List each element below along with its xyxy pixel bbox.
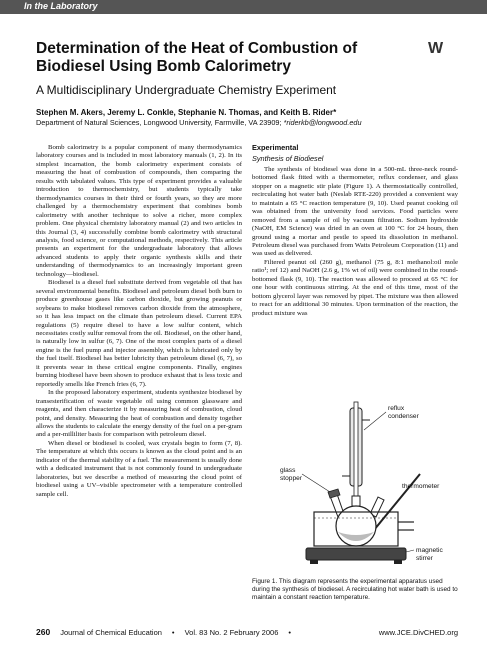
right-column [252, 144, 458, 318]
paragraph: Filtered peanut oil (260 g), methanol (75 g, 8:1 methanol:oil mole ratio¹; ref 12) and NaOH (2.6 g, 1% wt of oil) were combined in the round-bottomed flask (9, 10). The reaction was allowed to proceed at 65 °C for one hour with continuous stirring. At the end of this time, most of the bottom glycerol layer was removed by pipet. The mixture was then allowed to react for an additional 30 minutes. Upon termination of the reaction, the product mixture was [252, 258, 458, 317]
journal-url[interactable]: www.JCE.DivCHED.org [378, 628, 458, 637]
paragraph: Bomb calorimetry is a popular component of many thermodynamics laboratory courses and is included in most laboratory manuals (1, 2). In its simplest incarnation, the bomb calorimetry experiment consists of measuring the heat of combustion of compounds, then comparing the results with tabulated values. This type of experiment provides a valuable introduction to thermochemistry, but students typically take thermodynamics courses in their third or fourth years, so they are more challenged by a thermochemistry experiment that combines bomb calorimetry with another technique to solve a richer, more complex problem. One physical chemistry laboratory manual (2) and two articles in this Journal (3, 4) successfully combine bomb calorimetry with structural analysis, food science, or computational methods, respectively. This article presents an experiment for the undergraduate laboratory that allows advanced students to apply their organic synthesis skills and their understanding of thermodynamics to an increasingly important green technology—biodiesel. [36, 144, 242, 278]
paragraph: The synthesis of biodiesel was done in a 500-mL three-neck round-bottomed flask fitted with a thermometer, reflux condenser, and glass stopper on a magnetic stir plate (Figure 1). A thermostatically controlled, recirculating hot water bath (Neslab RTE-220) provided a convenient way to maintain a 65 °C reaction temperature (9, 10). Used peanut cooking oil was obtained from the university food services. Food particles were removed from a sample of oil by vacuum filtration. Sodium hydroxide (NaOH, EM Science) was dried in an oven at 100 °C for 24 hours, then ground using a mortar and pestle to speed its dissolution in methanol. Petroleum diesel was purchased from Watts Petroleum Corporation (11) and was used as delivered. [252, 165, 458, 258]
authors: Stephen M. Akers, Jeremy L. Conkle, Stephanie N. Thomas, and Keith B. Rider* [36, 108, 337, 117]
subsection-heading: Synthesis of Biodiesel [252, 154, 324, 164]
condenser-inner [354, 402, 358, 496]
label-glass-stopper: glass stopper [280, 467, 302, 482]
page-number: 260 [36, 627, 51, 637]
footer-bullet: • [171, 628, 175, 637]
affiliation-text: Department of Natural Sciences, Longwood University, Farmville, VA 23909; [36, 118, 284, 127]
web-supplement-badge: W [428, 40, 444, 57]
paragraph: When diesel or biodiesel is cooled, wax crystals begin to form (7, 8). The temperature at which this occurs is known as the cloud point and is an indicator of the thermal stability of a fuel. The measurement is usually done with a dedicated instrument that is not commonly found in undergraduate laboratories, but we describe a method of measuring the cloud point of biodiesel using a UV–visible spectrometer with a temperature controlled sample cell. [36, 439, 242, 498]
section-bar [0, 0, 487, 14]
affiliation [36, 118, 362, 127]
section-heading: Experimental [252, 143, 299, 152]
article-title: Determination of the Heat of Combustion of Biodiesel Using Bomb Calorimetry [36, 40, 358, 75]
volume-info: Vol. 83 No. 2 February 2006 [184, 628, 279, 637]
label-magnetic-stirrer: magnetic stirrer [416, 547, 443, 562]
label-thermometer: thermometer [402, 483, 440, 490]
email-link[interactable]: *riderkb@longwood.edu [283, 118, 362, 127]
page-footer [36, 627, 458, 637]
article-subtitle: A Multidisciplinary Undergraduate Chemistry Experiment [36, 83, 337, 97]
left-column [36, 144, 242, 499]
section-label: In the Laboratory [24, 1, 98, 11]
figure-1-apparatus [252, 400, 458, 575]
magnetic-stir-plate [306, 548, 406, 560]
paragraph: Biodiesel is a diesel fuel substitute derived from vegetable oil that has several environmental benefits. Biodiesel and petroleum diesel both burn to produce greenhouse gases like carbon dioxide, but growing peanuts or soybeans to make biodiesel removes carbon dioxide from the atmosphere, so it has less impact on the climate than petroleum diesel. Current EPA regulations (5) require diesel to have a low sulfur content, which necessitates costly sulfur removal from the oil. Biodiesel, on the other hand, is naturally low in sulfur (6, 7). One of the most complex parts of a diesel engine is the fuel pump and injector assembly, which is lubricated only by the fuel itself. Biodiesel has better lubricity than petroleum diesel (6, 7), so it prevents wear in these critical engine components. Finally, engines burning biodiesel have been shown to produce exhaust that is less toxic and reportedly smells like French fries (6, 7). [36, 279, 242, 388]
journal-name: Journal of Chemical Education [60, 628, 162, 637]
label-reflux-condenser: reflux condenser [388, 405, 419, 420]
figure-caption: Figure 1. This diagram represents the experimental apparatus used during the synthesis of biodiesel. A recirculating hot water bath is used to maintain a constant reaction temperature. [252, 578, 458, 601]
footer-bullet: • [288, 628, 292, 637]
paragraph: In the proposed laboratory experiment, students synthesize biodiesel by transesterification of waste vegetable oil using common glassware and reagents, and then characterize it by measuring heat of combustion, cloud point, and density. Measuring the heat of combustion and density together allows the students to calculate the energy density of the fuel on a per-gram and a per-milliliter basis for comparison with petroleum diesel. [36, 389, 242, 439]
apparatus-diagram [252, 400, 458, 575]
